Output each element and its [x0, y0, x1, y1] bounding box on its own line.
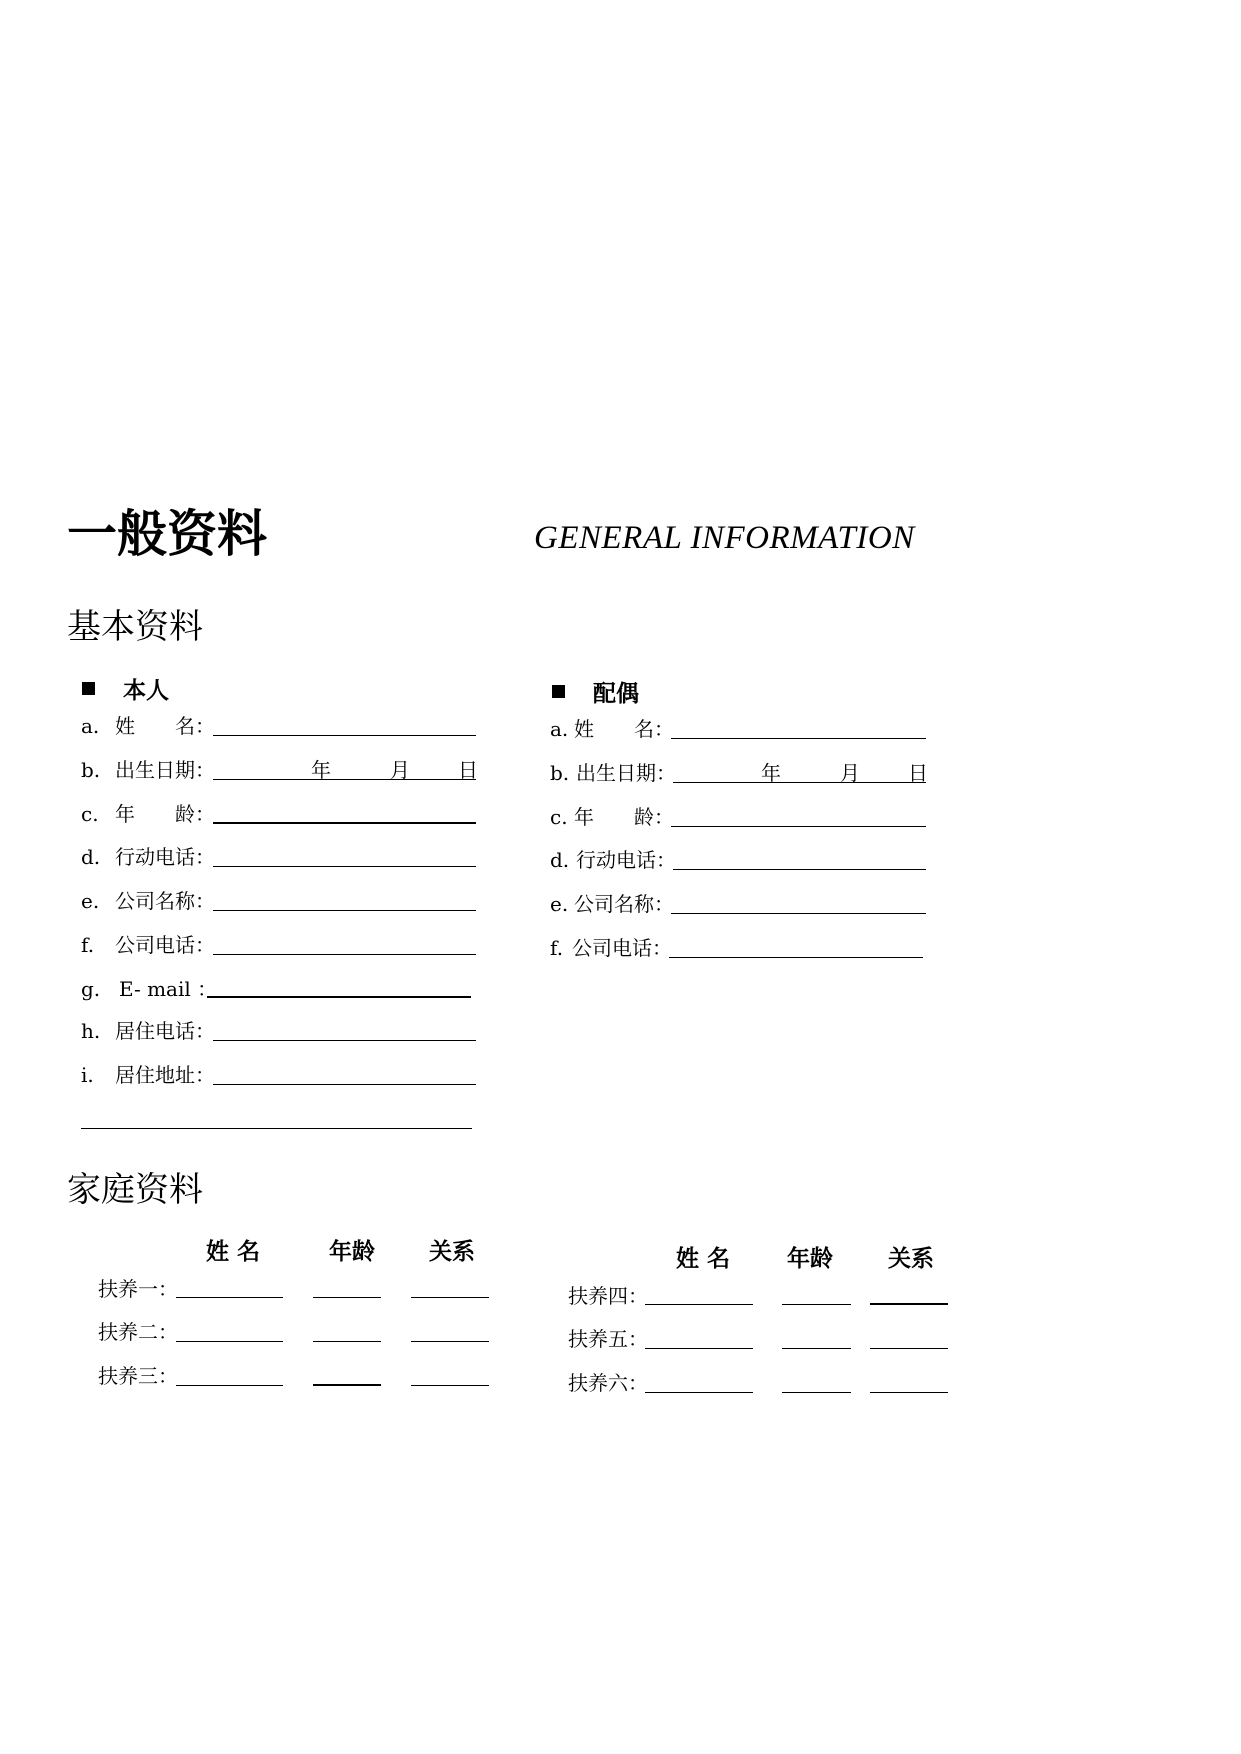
dependent-2-relation-field[interactable] [411, 1341, 489, 1342]
spouse-field-prefix: b. [550, 761, 570, 785]
self-birthdate-field[interactable] [213, 779, 476, 780]
dependent-1-name-field[interactable] [176, 1297, 283, 1298]
dependent-1-age-field[interactable] [313, 1297, 381, 1298]
self-company-phone-field[interactable] [213, 954, 476, 955]
dependent-4-age-field[interactable] [782, 1304, 851, 1305]
family-col-age: 年龄 [329, 1239, 375, 1265]
self-field-prefix: h. [81, 1019, 101, 1043]
dependent-3-name-field[interactable] [176, 1385, 283, 1386]
self-field-prefix: c. [81, 802, 99, 826]
self-home-phone-field[interactable] [213, 1040, 476, 1041]
self-company-label: 公司名称： [115, 889, 215, 913]
self-address-field[interactable] [213, 1084, 476, 1085]
dependent-label: 扶养三： [98, 1364, 178, 1388]
self-mobile-label: 行动电话： [115, 845, 215, 869]
section-heading-family: 家庭资料 [67, 1170, 203, 1210]
spouse-birth-month-unit: 月 [840, 761, 860, 785]
spouse-company-phone-label: 公司电话： [572, 936, 672, 960]
dependent-label: 扶养二： [98, 1320, 178, 1344]
dependent-2-age-field[interactable] [313, 1341, 381, 1342]
spouse-birth-day-unit: 日 [908, 761, 928, 785]
spouse-field-prefix: d. [550, 848, 570, 872]
family-col-name: 姓 名 [676, 1246, 731, 1272]
self-company-phone-label: 公司电话： [115, 933, 215, 957]
self-email-label: E- mail ： [119, 977, 218, 1001]
self-address-field-line2[interactable] [81, 1128, 472, 1129]
self-field-prefix: f. [81, 933, 95, 957]
dependent-3-age-field[interactable] [313, 1384, 381, 1386]
dependent-5-age-field[interactable] [782, 1348, 851, 1349]
spouse-mobile-label: 行动电话： [576, 848, 676, 872]
spouse-company-phone-field[interactable] [669, 957, 923, 958]
self-birth-day-unit: 日 [458, 758, 478, 782]
spouse-birthdate-field[interactable] [673, 782, 926, 783]
spouse-heading-label: 配偶 [593, 681, 639, 707]
dependent-3-relation-field[interactable] [411, 1385, 489, 1386]
self-mobile-field[interactable] [213, 866, 476, 867]
square-bullet-icon [82, 682, 95, 695]
dependent-2-name-field[interactable] [176, 1341, 283, 1342]
spouse-mobile-field[interactable] [673, 869, 926, 870]
dependent-4-name-field[interactable] [645, 1304, 753, 1305]
family-col-relation: 关系 [888, 1246, 934, 1272]
self-name-field[interactable] [213, 735, 476, 736]
dependent-5-name-field[interactable] [645, 1348, 753, 1349]
self-home-phone-label: 居住电话： [115, 1019, 215, 1043]
spouse-field-prefix: a. [550, 717, 569, 741]
self-field-prefix: g. [81, 977, 101, 1001]
spouse-field-prefix: e. [550, 892, 569, 916]
self-birthdate-label: 出生日期： [115, 758, 215, 782]
self-field-prefix: i. [81, 1063, 94, 1087]
spouse-age-field[interactable] [671, 826, 926, 827]
self-birth-month-unit: 月 [390, 758, 410, 782]
self-heading [82, 680, 169, 703]
dependent-6-relation-field[interactable] [870, 1392, 948, 1393]
square-bullet-icon [552, 685, 565, 698]
self-name-label: 姓 名： [115, 714, 215, 738]
dependent-label: 扶养五： [568, 1327, 648, 1351]
spouse-name-field[interactable] [671, 738, 926, 739]
self-age-label: 年 龄： [115, 802, 215, 826]
self-company-field[interactable] [213, 910, 476, 911]
self-field-prefix: d. [81, 845, 101, 869]
dependent-4-relation-field[interactable] [870, 1303, 948, 1305]
spouse-name-label: 姓 名： [574, 717, 674, 741]
page-title-english: GENERAL INFORMATION [534, 520, 915, 556]
spouse-field-prefix: c. [550, 805, 568, 829]
dependent-label: 扶养四： [568, 1284, 648, 1308]
dependent-6-age-field[interactable] [782, 1392, 851, 1393]
self-address-label: 居住地址： [115, 1063, 215, 1087]
self-field-prefix: b. [81, 758, 101, 782]
dependent-1-relation-field[interactable] [411, 1297, 489, 1298]
self-age-field[interactable] [213, 822, 476, 824]
spouse-field-prefix: f. [550, 936, 564, 960]
page-title: 一般资料 [67, 505, 267, 563]
dependent-label: 扶养一： [98, 1277, 178, 1301]
spouse-age-label: 年 龄： [574, 805, 674, 829]
family-col-name: 姓 名 [206, 1239, 261, 1265]
dependent-5-relation-field[interactable] [870, 1348, 948, 1349]
dependent-label: 扶养六： [568, 1371, 648, 1395]
spouse-birth-year-unit: 年 [761, 761, 781, 785]
dependent-6-name-field[interactable] [645, 1392, 753, 1393]
spouse-company-label: 公司名称： [574, 892, 674, 916]
spouse-heading [552, 683, 639, 706]
family-col-age: 年龄 [787, 1246, 833, 1272]
self-heading-label: 本人 [123, 678, 169, 704]
self-field-prefix: a. [81, 714, 100, 738]
family-col-relation: 关系 [429, 1239, 475, 1265]
spouse-company-field[interactable] [671, 913, 926, 914]
self-field-prefix: e. [81, 889, 100, 913]
spouse-birthdate-label: 出生日期： [576, 761, 676, 785]
section-heading-basic: 基本资料 [67, 607, 203, 647]
self-email-field[interactable] [207, 996, 471, 998]
self-birth-year-unit: 年 [311, 758, 331, 782]
